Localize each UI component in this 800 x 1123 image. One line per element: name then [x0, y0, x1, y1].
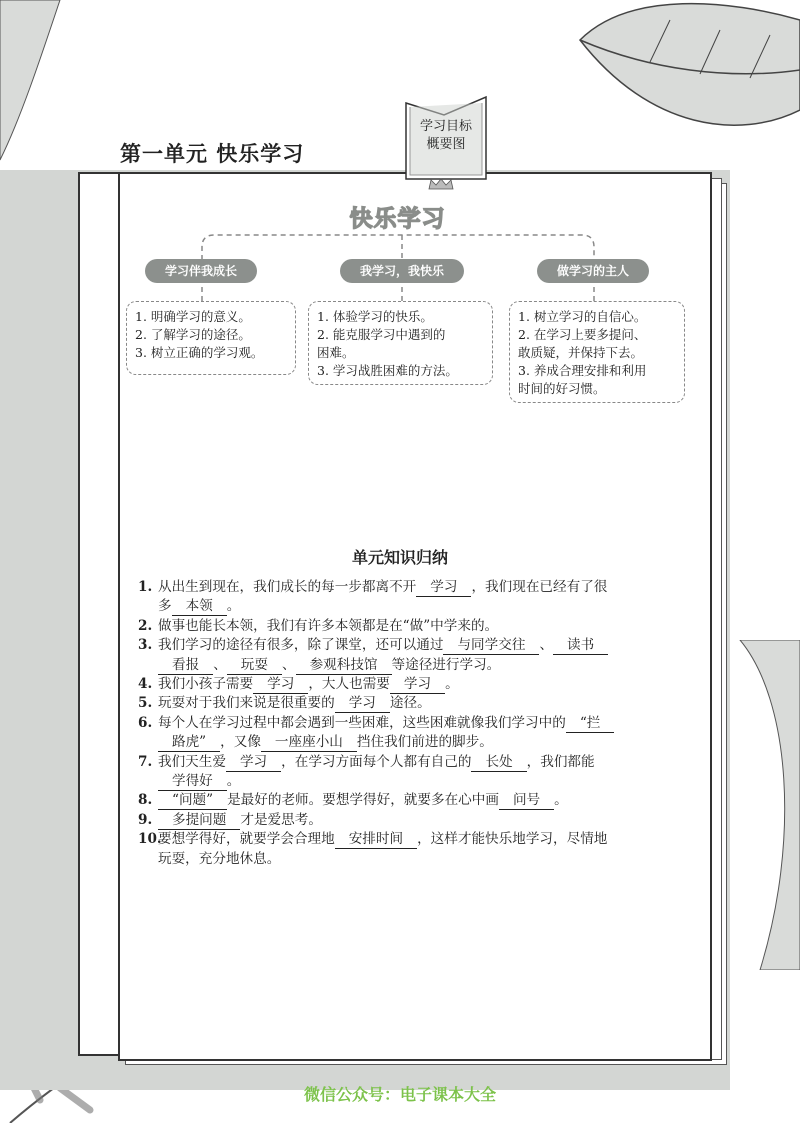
item-text: 我们学习的途径有很多，除了课堂，还可以通过	[158, 637, 444, 654]
summary-item-6	[138, 714, 683, 753]
answer-blank: “拦	[566, 715, 615, 733]
item-text: 做事也能长本领，我们有许多本领都是在“做”中学来的。	[158, 617, 499, 634]
item-text: 挡住我们前进的脚步。	[356, 734, 493, 751]
answer-blank: 学习	[335, 695, 390, 713]
branch-label-1: 学习伴我成长	[145, 259, 257, 283]
answer-blank: 安排时间	[335, 831, 417, 849]
summary-item-3	[138, 636, 683, 675]
branch-3-item: 2. 在学习上要多提问、	[518, 327, 647, 342]
item-text: 多	[158, 598, 172, 615]
item-text: 才是爱思考。	[240, 811, 322, 828]
branch-3-item: 敢质疑，并保持下去。	[518, 345, 644, 360]
item-text: ，又像	[220, 734, 261, 751]
item-text: 是最好的老师。要想学得好，就要多在心中画	[227, 792, 499, 809]
item-number: 1.	[138, 579, 153, 595]
item-text: 等途径进行学习。	[391, 656, 501, 673]
item-number: 6.	[138, 714, 153, 731]
branch-2-item: 1. 体验学习的快乐。	[317, 309, 433, 324]
item-number: 7.	[138, 753, 153, 770]
item-text: 每个人在学习过程中都会遇到一些困难，这些困难就像我们学习中的	[158, 714, 566, 731]
answer-blank: 问号	[499, 792, 554, 810]
item-number: 3.	[138, 637, 153, 654]
branch-1-item: 2. 了解学习的途径。	[135, 327, 251, 342]
item-text: ，这样才能快乐地学习，尽情地	[417, 831, 608, 848]
summary-item-8	[138, 791, 683, 810]
item-number: 10.	[138, 831, 162, 848]
item-number: 8.	[138, 792, 153, 809]
item-text: 。	[554, 792, 568, 809]
item-number: 5.	[138, 695, 153, 712]
item-text: 。	[226, 773, 241, 790]
summary-item-4	[138, 675, 683, 694]
answer-blank: 学习	[226, 754, 281, 772]
summary-item-2	[138, 617, 683, 636]
item-text: 。	[226, 598, 241, 615]
crown-icon	[428, 178, 454, 190]
branch-box-3	[509, 301, 685, 403]
item-text: 。	[445, 676, 459, 693]
item-text: ，我们都能	[526, 753, 595, 770]
item-number: 9.	[138, 811, 153, 828]
item-text: ，大人也需要	[308, 676, 390, 693]
item-text: ，我们现在已经有了很	[471, 579, 608, 595]
bookmark-line1: 学习目标	[419, 119, 472, 134]
leaf-top-left-decoration	[0, 0, 140, 170]
branch-1-item: 3. 树立正确的学习观。	[135, 345, 264, 360]
concept-map-title: 快乐学习	[349, 206, 446, 232]
answer-blank: 学习	[253, 676, 308, 694]
footer-watermark: 微信公众号：电子课本大全	[303, 1085, 496, 1104]
branch-3-item: 时间的好习惯。	[518, 381, 606, 396]
item-text: 、	[539, 637, 554, 654]
item-text: 从出生到现在，我们成长的每一步都离不开	[158, 579, 417, 595]
answer-blank: 多提问题	[158, 812, 240, 830]
answer-blank: 学得好	[158, 773, 227, 791]
answer-blank: 学习	[416, 579, 471, 597]
item-text: 、	[213, 656, 227, 673]
item-number: 4.	[138, 676, 153, 693]
item-text: 途径。	[389, 695, 431, 712]
leaf-top-right-decoration	[560, 0, 800, 150]
answer-blank: 玩耍	[227, 657, 282, 675]
answer-blank: 长处	[471, 754, 526, 772]
answer-blank: 读书	[553, 637, 608, 655]
answer-blank: “问题”	[158, 792, 227, 810]
item-text: 我们天生爱	[158, 753, 226, 770]
answer-blank: 参观科技馆	[296, 657, 392, 675]
summary-item-10	[138, 830, 683, 869]
unit-title: 第一单元 快乐学习	[120, 141, 305, 166]
branch-box-1	[126, 301, 296, 375]
item-text: 要想学得好，就要学会合理地	[158, 831, 335, 848]
bookmark-line2: 概要图	[426, 137, 466, 152]
branch-label-2: 我学习，我快乐	[340, 259, 464, 283]
summary-item-5	[138, 694, 683, 713]
answer-blank: 本领	[172, 598, 227, 616]
summary-list	[138, 578, 683, 869]
item-text: 、	[281, 656, 296, 673]
summary-item-1	[138, 578, 683, 617]
answer-blank: 与同学交往	[443, 637, 539, 655]
summary-title: 单元知识归纳	[351, 548, 448, 567]
item-text: 玩耍，充分地休息。	[158, 850, 281, 867]
branch-1-item: 1. 明确学习的意义。	[135, 309, 251, 324]
branch-box-2	[308, 301, 493, 385]
item-text: ，在学习方面每个人都有自己的	[281, 753, 472, 770]
answer-blank: 一座座小山	[261, 734, 357, 752]
answer-blank: 学习	[390, 676, 445, 694]
branch-label-3: 做学习的主人	[537, 259, 649, 283]
branch-2-item: 2. 能克服学习中遇到的	[317, 327, 446, 342]
item-text: 玩耍对于我们来说是很重要的	[158, 695, 335, 712]
answer-blank: 看报	[158, 657, 213, 675]
summary-item-7	[138, 753, 683, 792]
item-number: 2.	[138, 617, 153, 634]
branch-3-item: 3. 养成合理安排和利用	[518, 363, 647, 378]
bookmark-label	[404, 118, 488, 154]
branch-2-item: 3. 学习战胜困难的方法。	[317, 363, 458, 378]
answer-blank: 路虎”	[158, 734, 220, 752]
summary-item-9	[138, 811, 683, 830]
branch-3-item: 1. 树立学习的自信心。	[518, 309, 647, 324]
item-text: 我们小孩子需要	[158, 676, 254, 693]
branch-2-item: 困难。	[317, 345, 355, 360]
